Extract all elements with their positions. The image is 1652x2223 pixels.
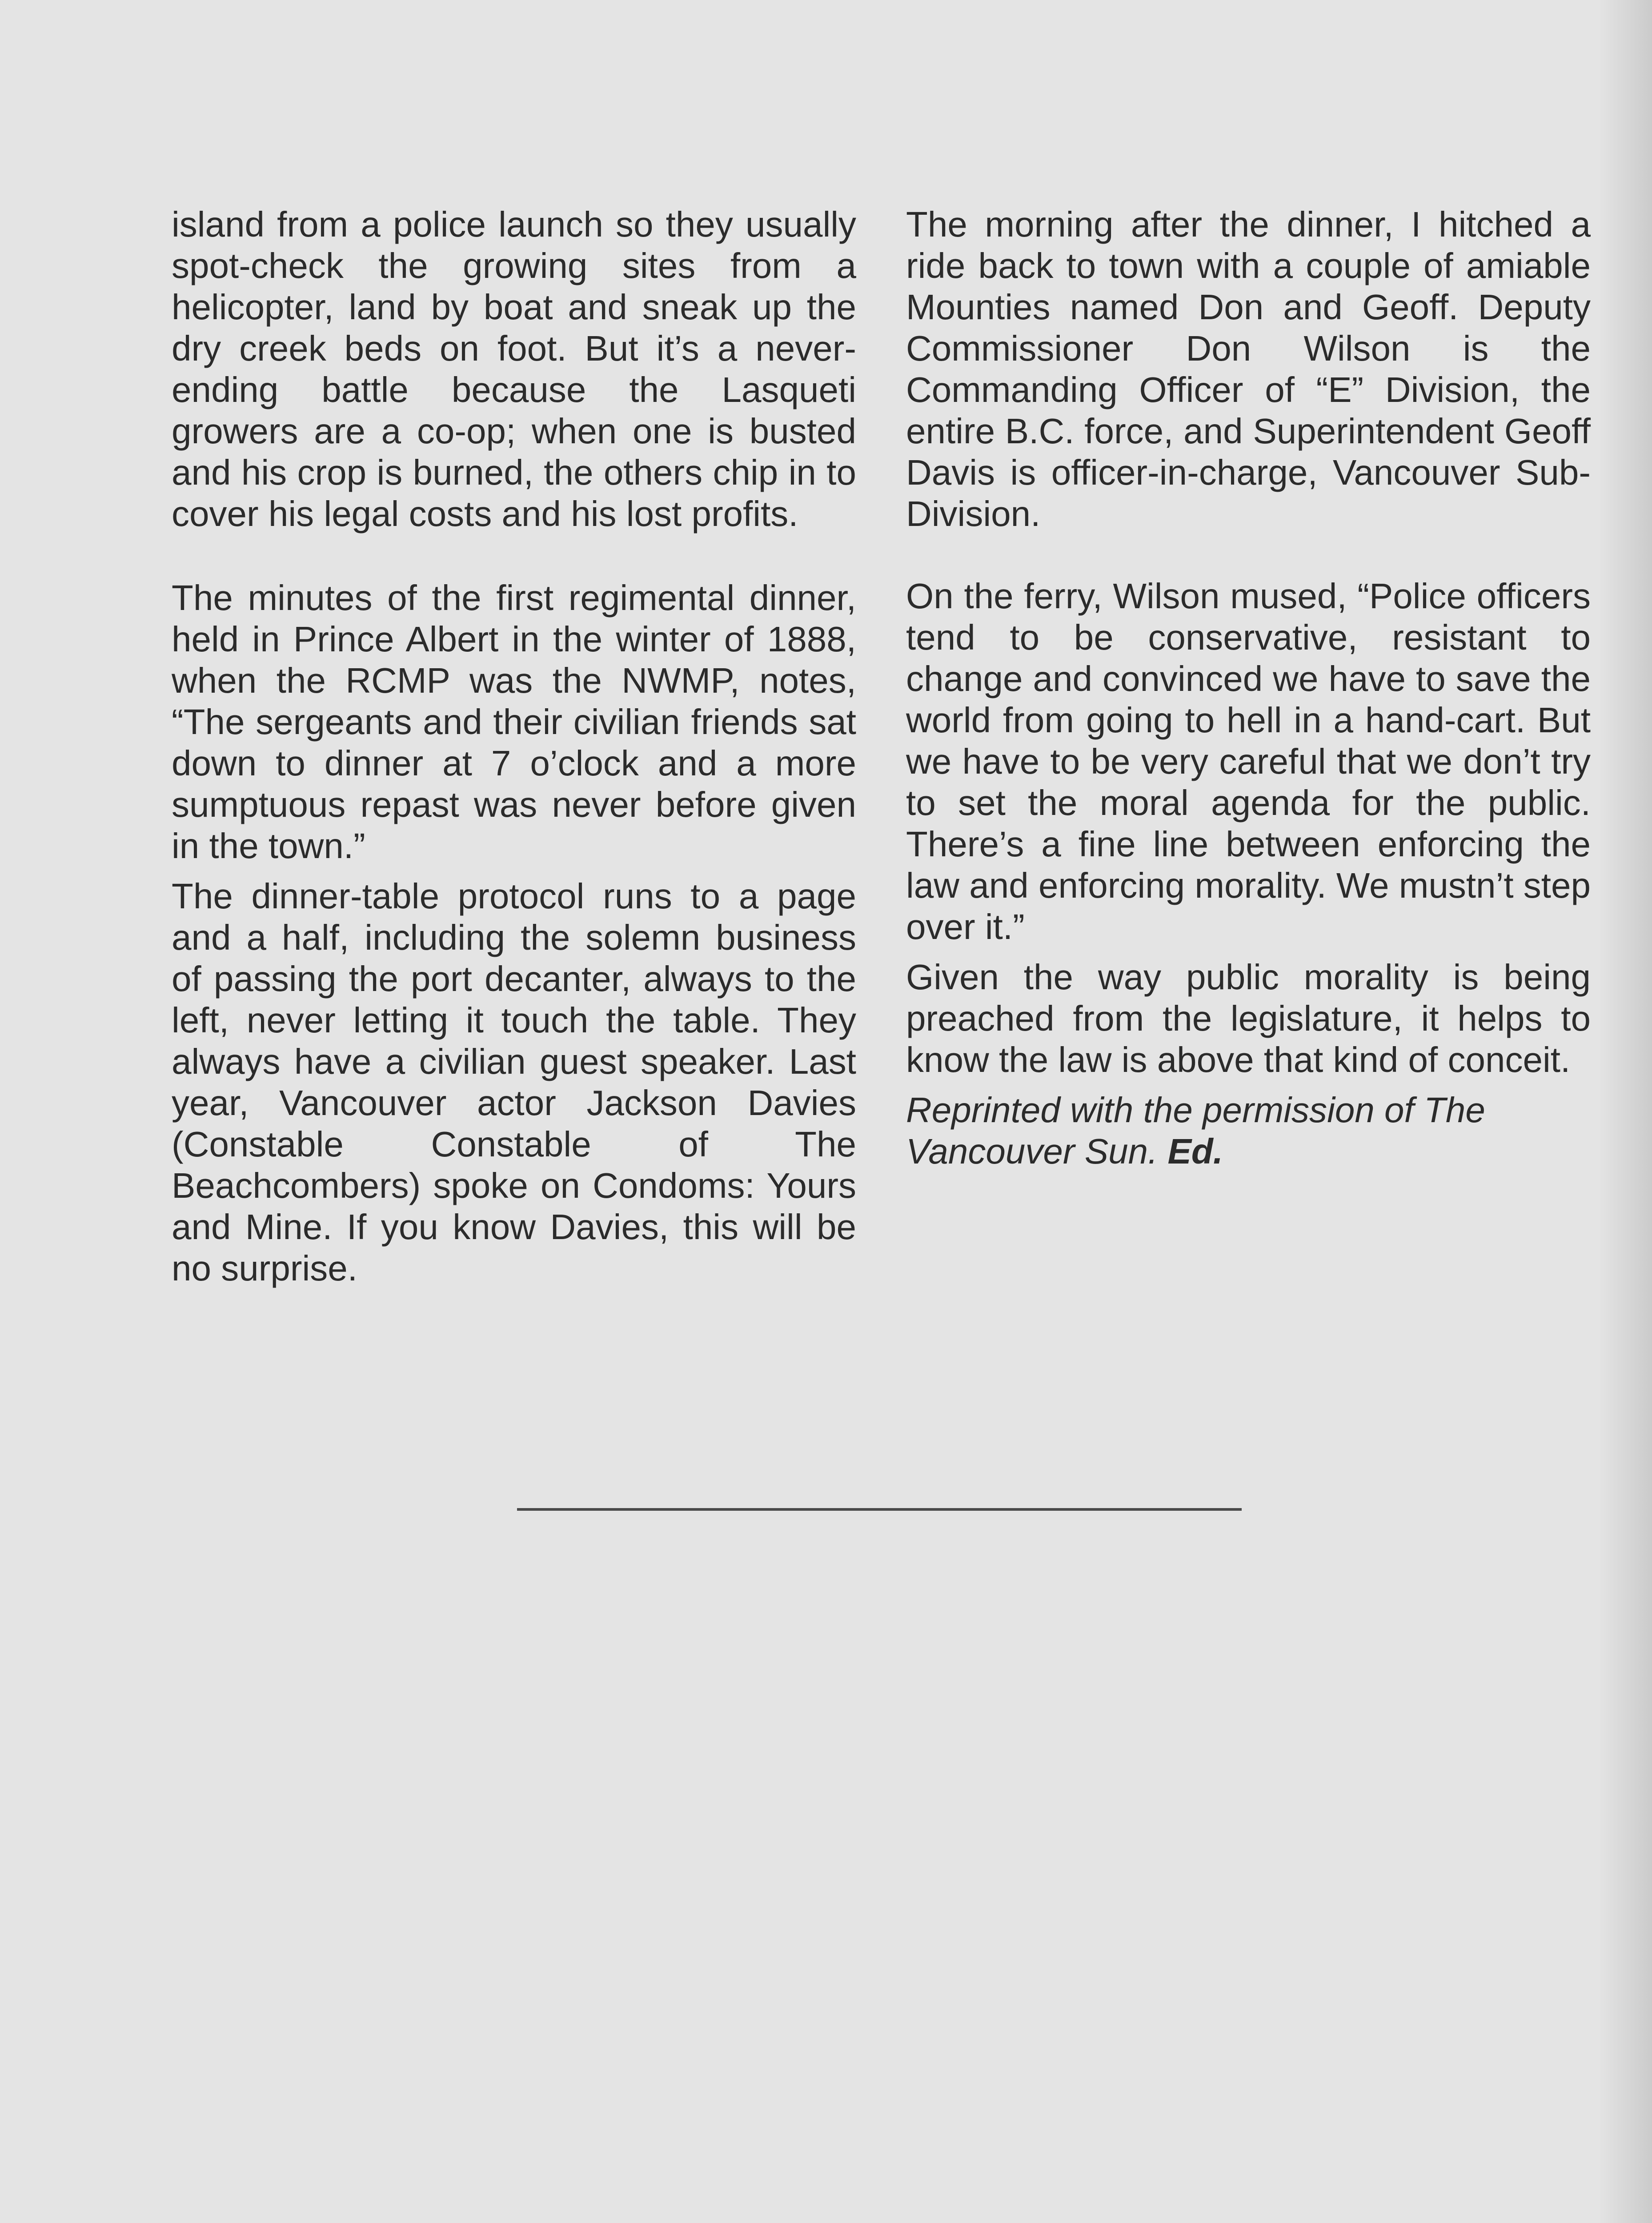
right-column <box>906 204 1591 1172</box>
right-paragraph-2: On the ferry, Wilson mused, “Police officers tend to be conservative, resistant to change and convinced we have to save the world from going to hell in a hand-cart. But we have to be very careful that we don’t try to set the moral agenda for the public. There’s a fine line between enforcing the law and enforcing morality. We mustn’t step over it.” <box>906 576 1591 947</box>
left-column <box>172 204 856 1289</box>
page-edge-shadow <box>1599 0 1652 2223</box>
right-paragraph-1: The morning after the dinner, I hitched a ride back to town with a couple of amiable Mounties named Don and Geoff. Deputy Commissioner Don Wilson is the Commanding Officer of “E” Division, the entire B.C. force, and Superintendent Geoff Davis is officer-in-charge, Vancouver Sub-Division. <box>906 205 1591 534</box>
left-paragraph-3: The dinner-table protocol runs to a page and a half, including the solemn business of passing the port decanter, always to the left, never letting it touch the table. They always have a civilian guest speaker. Last year, Vancouver actor Jackson Davies (Constable Constable of The Beachcombers) spoke on Condoms: Yours and Mine. If you know Davies, this will be no surprise. <box>172 876 856 1288</box>
left-paragraph-2: The minutes of the first regimental dinner, held in Prince Albert in the winter of 1888, when the RCMP was the NWMP, notes, “The sergeants and their civilian friends sat down to dinner at 7 o’clock and a more sumptuous repast was never before given in the town.” <box>172 578 856 866</box>
left-paragraph-1: island from a police launch so they usually spot-check the growing sites from a helicopter, land by boat and sneak up the dry creek beds on foot. But it’s a never-ending battle because the Lasqueti growers are a co-op; when one is busted and his crop is burned, the others chip in to cover his legal costs and his lost profits. <box>172 205 856 534</box>
right-paragraph-3: Given the way public morality is being preached from the legislature, it helps to know the law is above that kind of conceit. <box>906 957 1591 1079</box>
section-divider <box>517 1508 1242 1511</box>
editor-note: Ed. <box>1167 1132 1223 1171</box>
reprint-credit <box>906 1089 1591 1172</box>
reprint-credit-text: Reprinted with the permission of The Vancouver Sun. <box>906 1090 1485 1171</box>
